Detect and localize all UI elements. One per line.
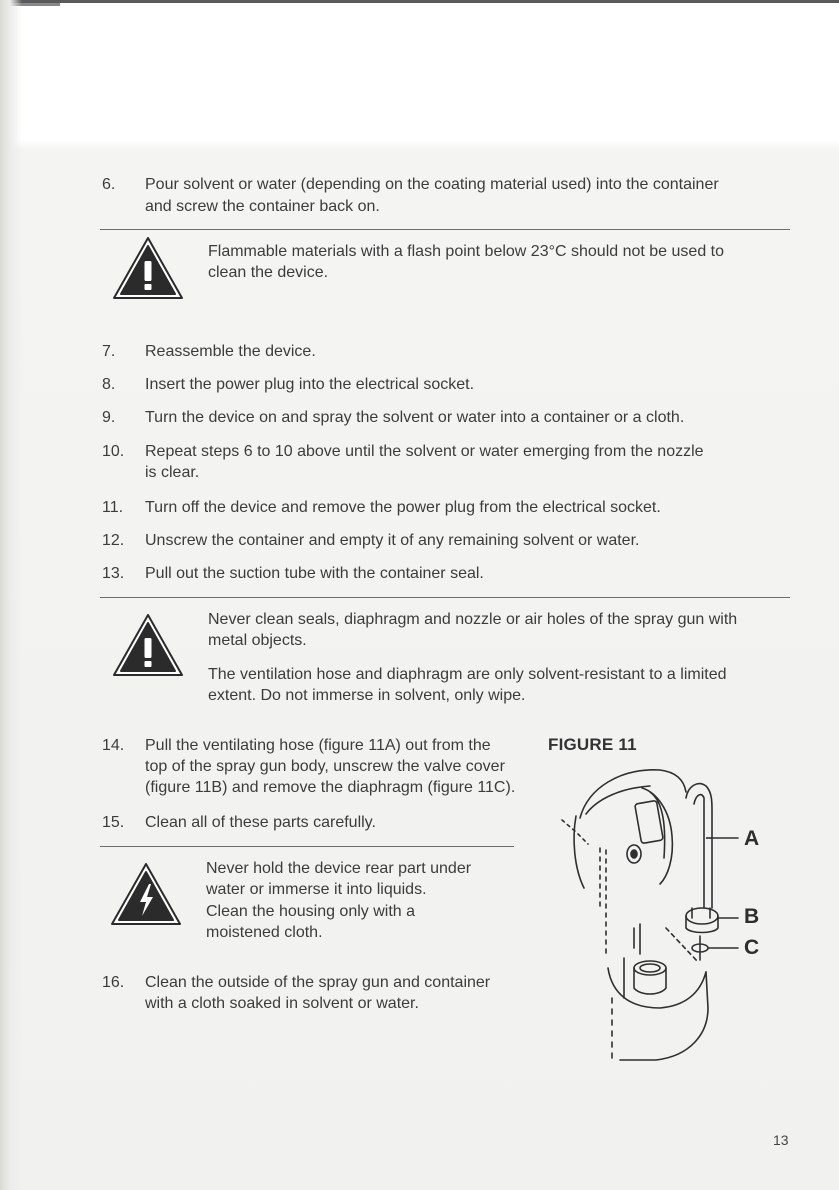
step-6 (102, 174, 802, 216)
warning-text-line: The ventilation hose and diaphragm are only solvent-resistant to a limited (208, 666, 727, 683)
step-11 (102, 497, 802, 519)
step-text-line: Pour solvent or water (depending on the coating material used) into the container (145, 176, 719, 193)
page-number: 13 (773, 1132, 789, 1148)
electric-hazard-icon (109, 860, 183, 928)
figure-label-b: B (744, 905, 760, 928)
exclamation-warning-icon (111, 234, 185, 302)
figure-title: FIGURE 11 (548, 735, 637, 754)
step-number: 9. (102, 409, 116, 426)
step-9 (102, 407, 802, 429)
step-text-line: Pull the ventilating hose (figure 11A) out from the (145, 737, 491, 754)
step-text-line: Turn off the device and remove the power plug from the electrical socket. (145, 499, 661, 516)
figure-label-a: A (744, 827, 760, 850)
step-number: 13. (102, 565, 125, 582)
warning-text-line: Flammable materials with a flash point below 23°C should not be used to (208, 243, 725, 260)
step-text-line: Unscrew the container and empty it of any remaining solvent or water. (145, 532, 640, 549)
warning-text-line: moistened cloth. (206, 924, 323, 941)
step-16 (102, 972, 542, 1014)
step-text-line: Clean all of these parts carefully. (145, 814, 376, 831)
step-text-line: with a cloth soaked in solvent or water. (145, 995, 419, 1012)
step-7 (102, 341, 802, 363)
exclamation-warning-icon (111, 611, 185, 679)
step-number: 10. (102, 443, 125, 460)
step-number: 14. (102, 737, 125, 754)
warning-text-line: Never clean seals, diaphragm and nozzle or air holes of the spray gun with (208, 611, 738, 628)
step-number: 11. (102, 499, 124, 516)
step-13 (102, 563, 802, 585)
warning-text-line: clean the device. (208, 264, 329, 281)
step-text-line: Reassemble the device. (145, 343, 316, 360)
step-number: 15. (102, 814, 125, 831)
step-text-line: top of the spray gun body, unscrew the valve cover (145, 758, 505, 775)
step-8 (102, 374, 802, 396)
step-text-line: and screw the container back on. (145, 198, 380, 215)
step-number: 8. (102, 376, 116, 393)
step-number: 12. (102, 532, 125, 549)
warning-divider (100, 229, 790, 230)
step-text-line: (figure 11B) and remove the diaphragm (figure 11C). (145, 779, 516, 796)
step-text-line: Repeat steps 6 to 10 above until the solvent or water emerging from the nozzle (145, 443, 704, 460)
step-text-line: Insert the power plug into the electrical socket. (145, 376, 475, 393)
step-text-line: Pull out the suction tube with the container seal. (145, 565, 484, 582)
spray-gun-diagram (560, 758, 760, 1068)
step-number: 6. (102, 176, 116, 193)
page-top-edge (0, 0, 839, 3)
step-text-line: Clean the outside of the spray gun and container (145, 974, 491, 991)
step-text-line: Turn the device on and spray the solvent or water into a container or a cloth. (145, 409, 685, 426)
warning-text-line: Never hold the device rear part under (206, 860, 472, 877)
step-14 (102, 735, 542, 799)
step-15 (102, 812, 542, 834)
step-number: 16. (102, 974, 125, 991)
warning-text-line: water or immerse it into liquids. (206, 881, 427, 898)
warning-divider (100, 846, 514, 847)
figure-label-c: C (744, 936, 760, 959)
step-text-line: is clear. (145, 464, 200, 481)
step-number: 7. (102, 343, 116, 360)
step-10 (102, 441, 802, 483)
warning-text-line: metal objects. (208, 632, 307, 649)
binding-shadow (0, 0, 22, 1190)
warning-text-line: Clean the housing only with a (206, 903, 416, 920)
step-12 (102, 530, 802, 552)
warning-text-line: extent. Do not immerse in solvent, only wipe. (208, 687, 526, 704)
warning-divider (100, 597, 790, 598)
